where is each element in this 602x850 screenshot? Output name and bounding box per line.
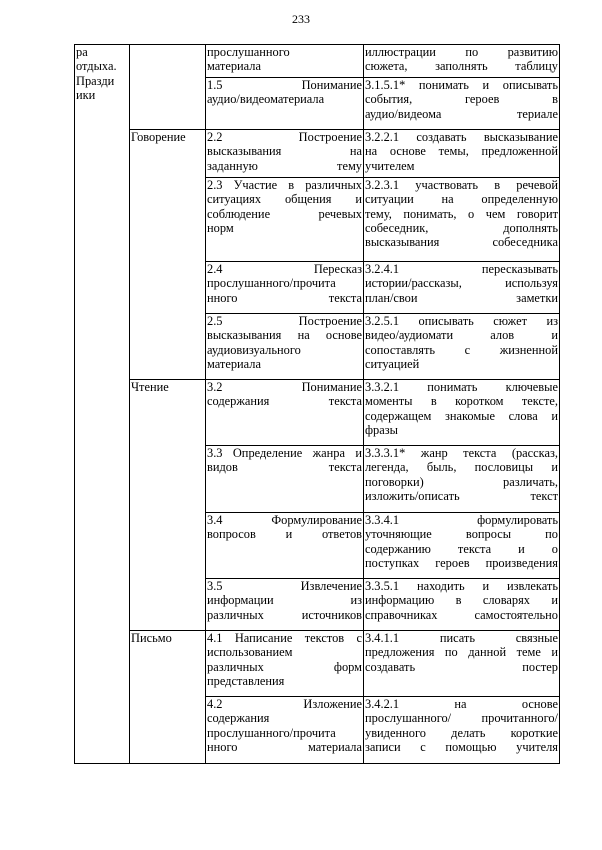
objective-cell: 3.2.2.1 создавать высказывание на основе темы, предложенной учителем [364,130,560,178]
objective-cell: 3.3.3.1* жанр текста (рассказ, легенда, быль, пословицы и поговорки) различать, изложить/описать текст [364,446,560,513]
skill-cell: Письмо [130,631,206,764]
table-row [75,130,560,178]
objective-cell: 3.2.4.1 пересказывать истории/рассказы, используя план/свои заметки [364,262,560,314]
page-number: 233 [292,12,310,26]
subskill-cell: 4.1 Написание текстов с использованием различных форм представления [206,631,364,697]
subskill-cell: прослушанного материала [206,45,364,78]
skill-cell: Чтение [130,380,206,631]
skill-cell: Говорение [130,130,206,380]
objective-cell: 3.4.1.1 писать связные предложения по данной теме и создавать постер [364,631,560,697]
subskill-cell: 1.5 Понимание аудио/видеоматериала [206,78,364,130]
objective-cell: 3.2.3.1 участвовать в речевой ситуации на определенную тему, понимать, о чем говорит собеседник, дополнять высказывания собеседника [364,178,560,262]
objective-cell: 3.3.5.1 находить и извлекать информацию в словарях и справочниках самостоятельно [364,579,560,631]
objective-cell: иллюстрации по развитию сюжета, заполнять таблицу [364,45,560,78]
objective-cell: 3.2.5.1 описывать сюжет из видео/аудиомати алов и сопоставлять с жизненной ситуацией [364,314,560,380]
subskill-cell: 3.3 Определение жанра и видов текста [206,446,364,513]
objective-cell: 3.3.2.1 понимать ключевые моменты в коротком тексте, содержащем знакомые слова и фразы [364,380,560,446]
subskill-cell: 2.2 Построение высказывания на заданную тему [206,130,364,178]
objective-cell: 3.1.5.1* понимать и описывать события, героев в аудио/видеома териале [364,78,560,130]
table-row [75,380,560,446]
subskill-cell: 3.5 Извлечение информации из различных источников [206,579,364,631]
subskill-cell: 4.2 Изложение содержания прослушанного/прочита нного материала [206,697,364,764]
objective-cell: 3.4.2.1 на основе прослушанного/ прочитанного/ увиденного делать короткие записи с помощью учителя [364,697,560,764]
skill-cell [130,45,206,130]
curriculum-table [74,44,560,764]
subskill-cell: 3.2 Понимание содержания текста [206,380,364,446]
objective-cell: 3.3.4.1 формулировать уточняющие вопросы по содержанию текста и о поступках героев произведения [364,513,560,579]
subskill-cell: 3.4 Формулирование вопросов и ответов [206,513,364,579]
table-row [75,631,560,697]
subskill-cell: 2.5 Построение высказывания на основе аудиовизуального материала [206,314,364,380]
topic-cell: ра отдыха. Празди ики [75,45,130,764]
subskill-cell: 2.4 Пересказ прослушанного/прочита нного текста [206,262,364,314]
table-row [75,45,560,78]
subskill-cell: 2.3 Участие в различных ситуациях общения и соблюдение речевых норм [206,178,364,262]
